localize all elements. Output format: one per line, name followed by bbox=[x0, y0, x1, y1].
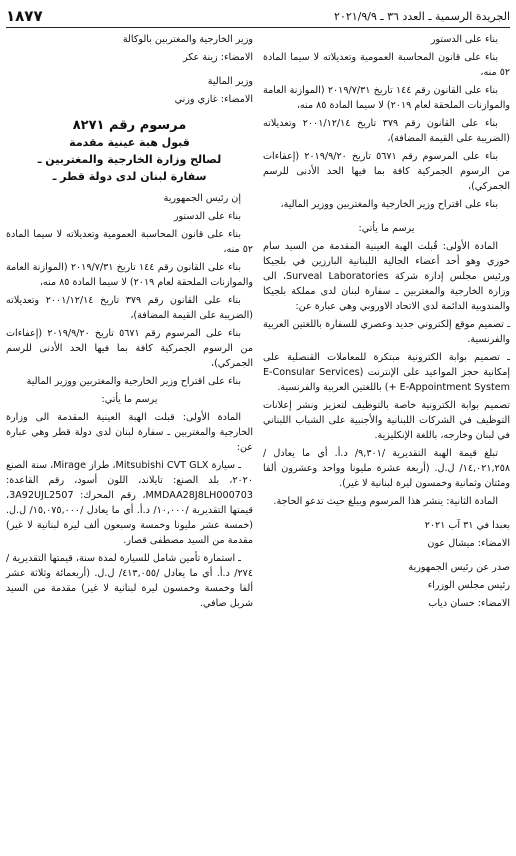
preamble-accounting-law: بناء على قانون المحاسبة العمومية وتعديلاته لا سيما المادة ٥٢ منه، bbox=[263, 52, 510, 78]
preamble-constitution: بناء على الدستور bbox=[430, 34, 498, 45]
president-signature: الامضاء: ميشال عون bbox=[427, 538, 510, 549]
gift-item-consular-portal: ـ تصميم بوابة الكترونية مبتكرة للمعاملات القنصلية على إمكانية حجز المواعيد على الإنترنت (E-Consular Services + E-Appointment System) باللغتين العربية والفرنسية. bbox=[263, 352, 510, 393]
gift-value: تبلغ قيمة الهبة التقديرية /٩,٣٠١/ د.أ. أي ما يعادل /١٤,٠٢١,٢٥٨/ ل.ل. (أربعة عشرة مليونا وواحد وعشرون ألفا ومئتان وثمانية وخمسون ليرة لبنانية لا غير). bbox=[263, 448, 510, 489]
issued-by: صدر عن رئيس الجمهورية bbox=[408, 562, 510, 573]
preamble-proposal: بناء على اقتراح وزير الخارجية والمغتربين ووزير المالية، bbox=[280, 199, 498, 210]
decree-number: مرسوم رقم ٨٢٧١ bbox=[72, 118, 187, 133]
gift-item-jobs-portal: تصميم بوابة الكترونية خاصة بالتوظيف لتعزيز ونشر إعلانات التوظيف في الشركات اللبنانية والأجنبية على الشباب اللبناني في لبنان وخارجه، باللغة الإنكليزية. bbox=[263, 400, 510, 441]
columns bbox=[6, 32, 510, 614]
preamble-law-379: بناء على القانون رقم ٣٧٩ تاريخ ٢٠٠١/١٢/١٤ وتعديلاته (الضريبة على القيمة المضافة)، bbox=[263, 118, 510, 144]
article-one: المادة الأولى: قُبلت الهبة العينية المقدمة من السيد سام خوري وهو أحد أعضاء الجالية اللبنانية البارزين في بلجيكا ورئيس مجلس إدارة شركة Surveal Laboratories، الى وزارة الخارجية والمغتربين ـ سفارة لبنان لدى مملكة بلجيكا والمندوبية الدائمة لدى الاتحاد الاوروبي وهي عبارة عن: bbox=[263, 241, 511, 312]
prime-minister-title: رئيس مجلس الوزراء bbox=[427, 580, 510, 591]
preamble-law-144: بناء على القانون رقم ١٤٤ تاريخ ٢٠١٩/٧/٣١ (الموازنة العامة والموازنات الملحقة لعام ٢٠١٩) لا سيما المادة ٨٥ منه، bbox=[263, 85, 510, 111]
article-two: المادة الثانية: ينشر هذا المرسوم ويبلغ حيث تدعو الحاجة. bbox=[273, 496, 498, 507]
article-one: المادة الأولى: قبلت الهبة العينية المقدمة الى وزارة الخارجية والمغتربين ـ سفارة لبنان لدى دولة قطر وهي عبارة عن: bbox=[6, 412, 253, 453]
finance-minister-signature: الامضاء: غازي وزني bbox=[174, 94, 253, 105]
decree-subject-line2: لصالح وزارة الخارجية والمغتربين ـ bbox=[37, 153, 222, 166]
finance-minister-title: وزير المالية bbox=[207, 76, 253, 87]
page-number: ١٨٧٧ bbox=[6, 7, 43, 25]
decree-subject-line3: سفارة لبنان لدى دولة قطر ـ bbox=[52, 170, 207, 183]
place-date: بعبدا في ٣١ آب ٢٠٢١ bbox=[424, 520, 510, 531]
page-header bbox=[6, 6, 510, 28]
gazette-title: الجريدة الرسمية ـ العدد ٣٦ ـ ٢٠٢١/٩/٩ bbox=[334, 10, 510, 23]
gift-item-website: ـ تصميم موقع إلكتروني جديد وعصري للسفارة باللغتين العربية والفرنسية. bbox=[263, 319, 510, 345]
president-intro: إن رئيس الجمهورية bbox=[163, 193, 241, 204]
right-column bbox=[263, 32, 510, 614]
preamble-constitution: بناء على الدستور bbox=[173, 211, 241, 222]
prime-minister-signature: الامضاء: حسان دياب bbox=[428, 598, 510, 609]
decree-heading bbox=[6, 117, 253, 185]
gift-item-insurance: ـ استمارة تأمين شامل للسيارة لمدة سنة، قيمتها التقديرية /٢٧٤/ د.أ. أي ما يعادل /٤١٣,٠٥٥/ ل.ل. (أربعمائة وثلاثة عشر ألفا وخمسة وخمسون ليرة لبنانية لا غير) مقدمة من السيد شربل صافي. bbox=[6, 553, 253, 609]
preamble-decree-5671: بناء على المرسوم رقم ٥٦٧١ تاريخ ٢٠١٩/٩/٢٠ (إعفاءات من الرسوم الجمركية كافة بما فيها الحد الأدنى للرسم الجمركي)، bbox=[6, 328, 253, 369]
preamble-decree-5671: بناء على المرسوم رقم ٥٦٧١ تاريخ ٢٠١٩/٩/٢٠ (إعفاءات من الرسوم الجمركية كافة بما فيها الحد الأدنى للرسم الجمركي)، bbox=[263, 151, 510, 192]
left-column bbox=[6, 32, 253, 614]
preamble-law-144: بناء على القانون رقم ١٤٤ تاريخ ٢٠١٩/٧/٣١ (الموازنة العامة والموازنات الملحقة لعام ٢٠١٩) لا سيما المادة ٨٥ منه، bbox=[6, 262, 253, 288]
gift-item-car: ـ سيارة Mitsubishi CVT GLX، طراز Mirage، سنة الصنع ٢٠٢٠، بلد الصنع: تايلاند، اللون أسود، رقم القاعدة: MMDAA28J8LH000703، رقم المحرك: 3A92UJL2507، قيمتها التقديرية /١٠,٠٠٠/ د.أ. أي ما يعادل /١٥,٠٧٥,٠٠٠/ ل.ل. (خمسة عشر مليونا وخمسة وسبعون ألف ليرة لبنانية لا غير) مقدمة من السيد مصطفى قصار. bbox=[6, 460, 254, 546]
decree-formula: يرسم ما يأتي: bbox=[358, 223, 415, 234]
foreign-minister-signature: الامضاء: زينة عكر bbox=[182, 52, 253, 63]
preamble-law-379: بناء على القانون رقم ٣٧٩ تاريخ ٢٠٠١/١٢/١٤ وتعديلاته (الضريبة على القيمة المضافة)، bbox=[6, 295, 253, 321]
decree-formula: يرسم ما يأتي: bbox=[101, 394, 158, 405]
decree-subject-line1: قبول هبة عينية مقدمة bbox=[69, 136, 190, 149]
preamble-accounting-law: بناء على قانون المحاسبة العمومية وتعديلاته لا سيما المادة ٥٢ منه، bbox=[6, 229, 253, 255]
foreign-minister-title: وزير الخارجية والمغتربين بالوكالة bbox=[122, 34, 253, 45]
preamble-proposal: بناء على اقتراح وزير الخارجية والمغتربين ووزير المالية bbox=[26, 376, 241, 387]
